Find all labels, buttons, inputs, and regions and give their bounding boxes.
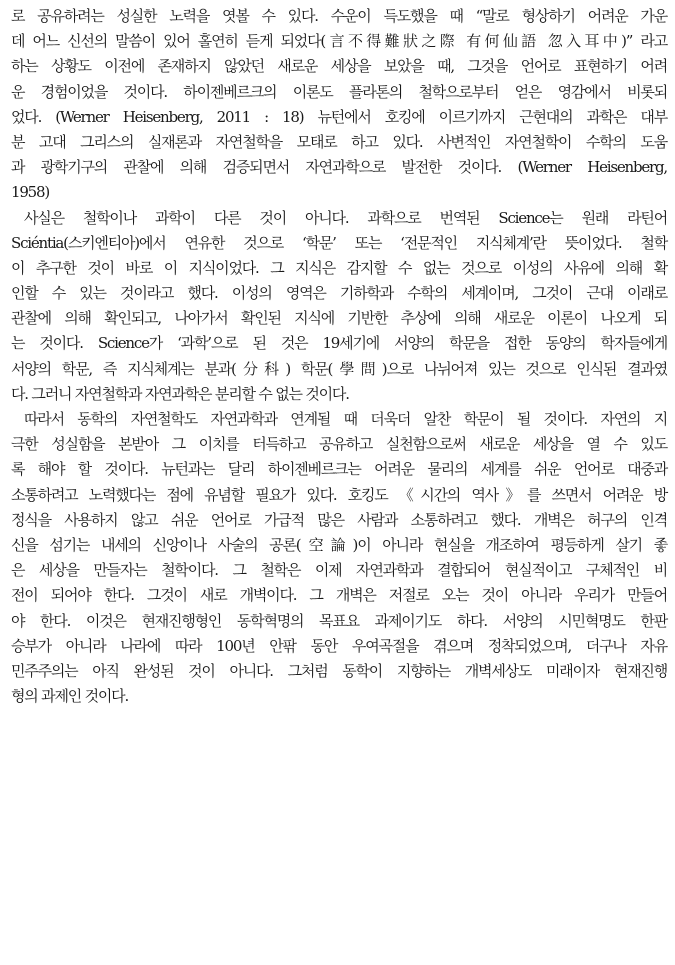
text-line: Sciéntia(스키엔티아)에서 연유한 것으로 ‘학문’ 또는 ‘전문적인 지식체계’란 뜻이었다. 철학 <box>11 233 667 252</box>
text-line: 야 한다. 이것은 현재진행형인 동학혁명의 목표요 과제이기도 하다. 서양의 시민혁명도 한판 <box>11 611 667 630</box>
text-line: 과 광학기구의 관찰에 의해 검증되면서 자연과학으로 발전한 것이다. (Werner Heisenberg, <box>11 158 667 177</box>
text-line: 승부가 아니라 나라에 따라 100년 안팎 동안 우여곡절을 겪으며 정착되었으며, 더구나 자유 <box>11 636 667 655</box>
text-line: 민주주의는 아직 완성된 것이 아니다. 그처럼 동학이 지향하는 개벽세상도 미래이자 현재진행 <box>11 661 667 680</box>
paragraph-3 <box>11 407 667 709</box>
text-line: 신을 섬기는 내세의 신앙이나 사술의 공론(空論)이 아니라 현실을 개조하여 평등하게 살기 좋 <box>11 535 667 554</box>
text-line: 따라서 동학의 자연철학도 자연과학과 연계될 때 더욱더 알찬 학문이 될 것이다. 자연의 지 <box>24 410 667 428</box>
body-text <box>11 4 667 709</box>
text-line: 1958) <box>11 183 50 202</box>
text-line: 하는 상황도 이전에 존재하지 않았던 새로운 세상을 보았을 때, 그것을 언어로 표현하기 어려 <box>11 57 667 76</box>
text-line: 관찰에 의해 확인되고, 나아가서 확인된 지식에 기반한 추상에 의해 새로운 이론이 나오게 되 <box>11 309 667 328</box>
text-line: 는 것이다. Science가 ‘과학’으로 된 것은 19세기에 서양의 학문을 접한 동양의 학자들에게 <box>11 334 667 353</box>
text-line: 전이 되어야 한다. 그것이 새로 개벽이다. 그 개벽은 저절로 오는 것이 아니라 우리가 만들어 <box>11 586 667 605</box>
paragraph-2 <box>11 206 667 408</box>
text-line: 록 해야 할 것이다. 뉴턴과는 달리 하이젠베르크는 어려운 물리의 세계를 쉬운 언어로 대중과 <box>11 460 667 479</box>
text-line: 은 세상을 만들자는 철학이다. 그 철학은 이제 자연과학과 결합되어 현실적이고 구체적인 비 <box>11 561 667 580</box>
text-line: 극한 성실함을 본받아 그 이치를 터득하고 공유하고 실천함으로써 새로운 세상을 열 수 있도 <box>11 435 667 454</box>
text-line: 정식을 사용하지 않고 쉬운 언어로 가급적 많은 사람과 소통하려고 했다. 개벽은 허구의 인격 <box>11 510 667 529</box>
text-line: 형의 과제인 것이다. <box>11 687 129 706</box>
text-line: 다. 그러니 자연철학과 자연과학은 분리할 수 없는 것이다. <box>11 384 349 403</box>
text-line: 었다. (Werner Heisenberg, 2011 : 18) 뉴턴에서 호킹에 이르기까지 근현대의 과학은 대부 <box>11 107 667 126</box>
text-line: 로 공유하려는 성실한 노력을 엿볼 수 있다. 수운이 득도했을 때 “말로 형상하기 어려운 가운 <box>11 7 667 25</box>
text-line: 분 고대 그리스의 실재론과 자연철학을 모태로 하고 있다. 사변적인 자연철학이 수학의 도움 <box>11 132 667 151</box>
text-line: 데 어느 신선의 말씀이 있어 홀연히 듣게 되었다(言不得難狀之際 有何仙語 忽入耳中)” 라고 <box>11 32 667 51</box>
text-line: 사실은 철학이나 과학이 다른 것이 아니다. 과학으로 번역된 Science는 원래 라틴어 <box>24 208 667 227</box>
text-line: 인할 수 있는 것이라고 했다. 이성의 영역은 기하학과 수학의 세계이며, 그것이 근대 이래로 <box>11 284 667 303</box>
text-line: 이 추구한 것이 바로 이 지식이었다. 그 지식은 감지할 수 없는 것으로 이성의 사유에 의해 확 <box>11 258 667 277</box>
text-line: 운 경험이었을 것이다. 하이젠베르크의 이론도 플라톤의 철학으로부터 얻은 영감에서 비롯되 <box>11 82 667 101</box>
text-line: 소통하려고 노력했다는 점에 유념할 필요가 있다. 호킹도 《시간의 역사》를 쓰면서 어려운 방 <box>11 485 667 504</box>
text-line: 서양의 학문, 즉 지식체계는 분과(分科) 학문(學問)으로 나뉘어져 있는 것으로 인식된 결과였 <box>11 359 667 378</box>
paragraph-1 <box>11 4 667 206</box>
